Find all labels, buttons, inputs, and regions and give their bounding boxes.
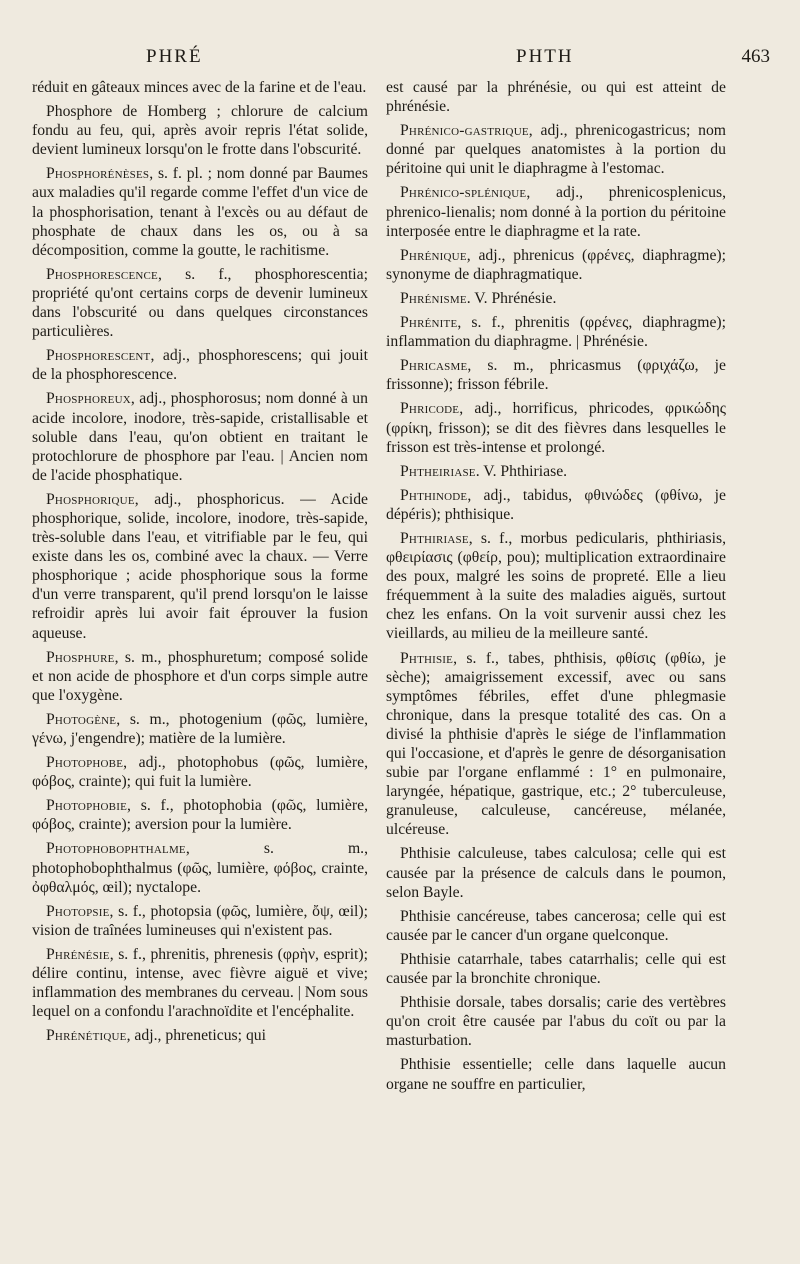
entry: Phrénétique, adj., phreneticus; qui <box>46 1027 266 1045</box>
entry: Phthisie cancéreuse, tabes cancerosa; celle qui est causée par le cancer d'un organe quelconque. <box>386 907 726 944</box>
entry: Phosphure, s. m., phosphuretum; composé solide et non acide de phosphore et d'un corps simple autre que l'oxygène. <box>32 648 368 704</box>
entry: Photophobe, adj., photophobus (φῶς, lumière, φόβος, crainte); qui fuit la lumière. <box>32 754 368 791</box>
entry: Phrénite, s. f., phrenitis (φρένες, diaphragme); inflammation du diaphragme. | Phrénésie. <box>386 314 726 351</box>
headword: Phrénisme <box>400 289 467 307</box>
entry: Phrénico-splénique, adj., phrenicosplenicus, phrenico-lienalis; nom donné à la portion du péritoine interposée entre le diaphragme et la rate. <box>386 184 726 240</box>
headword: Phrénétique <box>46 1027 127 1045</box>
headword: Phthiriase <box>400 529 469 547</box>
entry: Phosphorescence, s. f., phosphorescentia; propriété qu'ont certains corps de devenir lumineux dans l'obscurité ou dans quelques circonstances particulières. <box>32 265 368 341</box>
entry: Phthisie essentielle; celle dans laquelle aucun organe ne souffre en particulier, <box>386 1056 726 1093</box>
headword: Phrénico-splénique <box>400 184 527 202</box>
entry: Phthinode, adj., tabidus, φθινώδες (φθίνω, je dépéris); phthisique. <box>386 486 726 523</box>
headword: Phosphorescent <box>46 347 151 365</box>
entry: Photophobophthalme, s. m., photophobophthalmus (φῶς, lumière, φόβος, crainte, ὀφθαλμός, œil); nyctalope. <box>32 840 368 896</box>
headword: Phthisie <box>400 649 454 667</box>
entry: Phrénisme. V. Phrénésie. <box>400 289 557 307</box>
headword: Phosphorescence <box>46 265 158 283</box>
entry: Photophobie, s. f., photophobia (φῶς, lumière, φόβος, crainte); aversion pour la lumière. <box>32 797 368 834</box>
entry: Photopsie, s. f., photopsia (φῶς, lumière, ὄψ, œil); vision de traînées lumineuses qui n'existent pas. <box>32 902 368 939</box>
right-running-head: PHTH <box>516 46 574 67</box>
entry: Phthisie catarrhale, tabes catarrhalis; celle qui est causée par la bronchite chronique. <box>386 950 726 988</box>
headword: Photopsie <box>46 902 110 920</box>
entry: Photogène, s. m., photogenium (φῶς, lumière, γένω, j'engendre); matière de la lumière. <box>32 710 368 747</box>
headword: Phrénite <box>400 314 458 332</box>
entry: Phthisie dorsale, tabes dorsalis; carie des vertèbres qu'on croit être causée par l'abus du coït ou par la masturbation. <box>386 994 726 1050</box>
entry: Phosphorénèses, s. f. pl. ; nom donné par Baumes aux maladies qu'il regarde comme l'effet d'un vice de la phosphorisation, tenant à l'excès ou au défaut de phosphate de chaux dans les os, ou à sa décomposition, comme la goutte, le rachitisme. <box>32 165 368 259</box>
left-running-head: PHRÉ <box>146 46 203 67</box>
headword: Phrénique <box>400 246 467 264</box>
headword: Phrénico-gastrique <box>400 122 529 140</box>
headword: Phosphorénèses <box>46 165 150 183</box>
entry: Phthisie calculeuse, tabes calculosa; celle qui est causée par la présence de calculs dans le poumon, selon Bayle. <box>386 845 726 901</box>
entry: Phosphoreux, adj., phosphorosus; nom donné à un acide incolore, inodore, très-sapide, cristallisable et soluble dans l'eau, qu'on obtient en traitant le protochlorure de phosphore par l'eau. | Ancien nom de l'acide phosphatique. <box>32 390 368 484</box>
headword: Photophobie <box>46 797 128 815</box>
entry: Phrénique, adj., phrenicus (φρένες, diaphragme); synonyme de diaphragmatique. <box>386 246 726 283</box>
running-header <box>30 46 778 74</box>
entry: Phtheiriase. V. Phthiriase. <box>400 462 568 480</box>
entry: réduit en gâteaux minces avec de la farine et de l'eau. <box>32 79 367 96</box>
headword: Phrénésie <box>46 945 110 963</box>
entry: Phosphore de Homberg ; chlorure de calcium fondu au feu, qui, après avoir repris l'état solide, devient lumineux lorsqu'on le frotte dans l'obscurité. <box>32 103 368 159</box>
headword: Phricode <box>400 400 460 418</box>
left-column <box>32 78 368 1050</box>
entry: Phrénico-gastrique, adj., phrenicogastricus; nom donné par quelques anatomistes à la portion du péritoine qui unit le diaphragme à l'estomac. <box>386 122 726 178</box>
page-number: 463 <box>741 46 770 67</box>
entry: Phosphorescent, adj., phosphorescens; qui jouit de la phosphorescence. <box>32 347 368 384</box>
headword: Photophobe <box>46 754 124 772</box>
headword: Phricasme <box>400 357 468 375</box>
headword: Photophobophthalme <box>46 840 186 858</box>
entry: Phthisie, s. f., tabes, phthisis, φθίσις (φθίω, je sèche); amaigrissement excessif, avec ou sans symptômes fébriles, effet d'une phlegmasie chronique, dans la presque totalité des cas. On a divisé la phthisie d'après le siége de l'inflammation qui l'occasione, et d'après le genre de désorganisation subie par l'organe enflammé : 1° en pulmonaire, laryngée, hépatique, gastrique, etc.; 2° tuberculeuse, granuleuse, calculeuse, cancéreuse, mélanée, ulcéreuse. <box>386 649 726 839</box>
headword: Phthinode <box>400 486 468 504</box>
entry: Phthiriase, s. f., morbus pedicularis, phthiriasis, φθειρίασις (φθείρ, pou); multiplication extraordinaire des poux, malgré les soins de propreté. Elle a lieu fréquemment à la suite des maladies aiguës, surtout chez les enfans. On la voit survenir aussi chez les vieillards, au milieu de la meilleure santé. <box>386 529 726 643</box>
headword: Phosphorique <box>46 490 135 508</box>
headword: Phosphure <box>46 648 115 666</box>
right-column <box>386 78 726 1099</box>
entry: Phrénésie, s. f., phrenitis, phrenesis (φρὴν, esprit); délire continu, intense, avec fièvre aiguë et vive; inflammation des membranes du cerveau. | Nom sous lequel on a confondu l'arachnoïdite et l'encéphalite. <box>32 945 368 1021</box>
entry: Phricode, adj., horrificus, phricodes, φρικώδης (φρίκη, frisson); se dit des fièvres dans lesquelles le frisson est très-intense et prolongé. <box>386 400 726 456</box>
entry: est causé par la phrénésie, ou qui est atteint de phrénésie. <box>386 79 726 116</box>
headword: Photogène <box>46 710 117 728</box>
headword: Phosphoreux <box>46 390 131 408</box>
entry: Phosphorique, adj., phosphoricus. — Acide phosphorique, solide, incolore, inodore, très-sapide, très-soluble dans l'eau, et vitrifiable par le feu, qui existe dans les os, combiné avec la chaux. — Verre phosphorique ; acide phosphorique sous la forme d'un verre transparent, qu'il prend lorsqu'on le laisse refroidir après lui avoir fait éprouver la fusion aqueuse. <box>32 490 368 642</box>
entry: Phricasme, s. m., phricasmus (φριχάζω, je frissonne); frisson fébrile. <box>386 357 726 394</box>
headword: Phtheiriase <box>400 462 476 480</box>
